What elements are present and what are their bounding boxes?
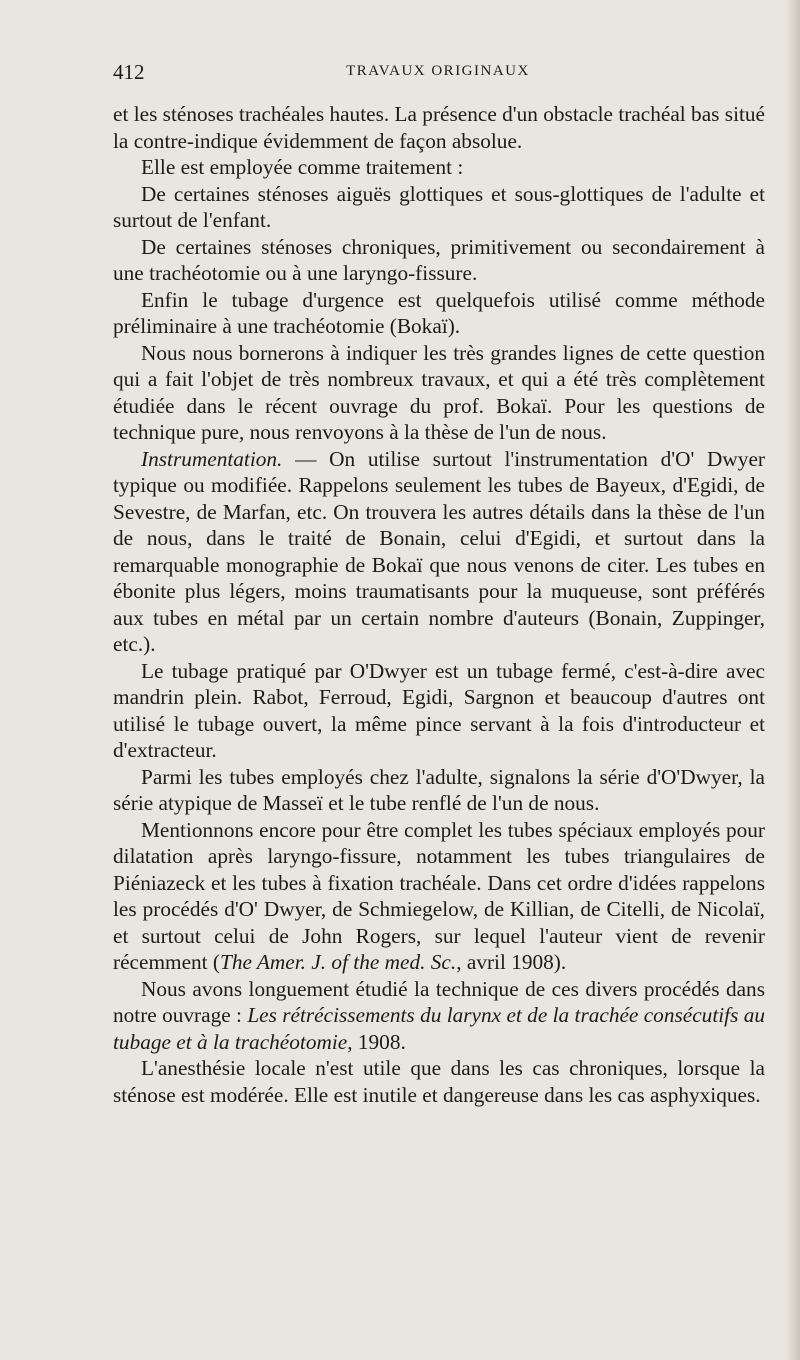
paragraph xyxy=(113,287,765,340)
text-segment: Nous avons longuement étudié la technique de ces divers procédés dans notre ouvrage : xyxy=(113,976,765,1027)
text-segment: De certaines sténoses chroniques, primitivement ou secondairement à une trachéotomie ou à une laryngo-fissure. xyxy=(113,234,765,285)
text-segment: L'anesthésie locale n'est utile que dans les cas chroniques, lorsque la sténose est modérée. Elle est inutile et dangereuse dans les cas asphyxiques. xyxy=(113,1056,765,1107)
text-segment: , avril 1908). xyxy=(456,950,567,974)
paragraph xyxy=(113,101,765,154)
paragraph xyxy=(113,658,765,764)
paragraph xyxy=(113,764,765,817)
paragraph xyxy=(113,817,765,976)
body-text xyxy=(113,101,765,1108)
text-segment: — On utilise surtout l'instrumentation d'O' Dwyer typique ou modifiée. Rappelons seulement les tubes de Bayeux, d'Egidi, de Sevestre, de Marfan, etc. On trouvera les autres détails dans la thèse de l'un de nous, dans le traité de Bonain, celui d'Egidi, et surtout dans la remarquable monographie de Bokaï que nous venons de citer. Les tubes en ébonite plus légers, moins traumatisants pour la muqueuse, sont préférés aux tubes en métal par un certain nombre d'auteurs (Bonain, Zuppinger, etc.). xyxy=(113,446,765,656)
running-title: TRAVAUX ORIGINAUX xyxy=(346,63,530,79)
text-segment: , 1908. xyxy=(347,1029,406,1054)
page-number: 412 xyxy=(113,60,145,84)
text-segment: Enfin le tubage d'urgence est quelquefois utilisé comme méthode préliminaire à une trachéotomie (Bokaï). xyxy=(113,287,765,338)
paragraph xyxy=(113,181,765,234)
paragraph xyxy=(113,976,765,1056)
page-edge xyxy=(786,0,800,1360)
running-header xyxy=(113,60,763,90)
paragraph xyxy=(113,154,765,181)
text-segment: et les sténoses trachéales hautes. La présence d'un obstacle trachéal bas situé la contre-indique évidemment de façon absolue. xyxy=(113,102,765,153)
text-segment: Mentionnons encore pour être complet les tubes spéciaux employés pour dilatation après laryngo-fissure, notamment les tubes triangulaires de Piéniazeck et les tubes à fixation trachéale. Dans cet ordre d'idées rappelons les procédés d'O' Dwyer, de Schmiegelow, de Killian, de Citelli, de Nicolaï, et surtout celui de John Rogers, sur lequel l'auteur vient de revenir récemment ( xyxy=(113,817,765,974)
italic-text: The Amer. J. of the med. Sc. xyxy=(220,950,457,974)
paragraph xyxy=(113,446,765,658)
paragraph xyxy=(113,340,765,446)
italic-text: Les rétrécissements du larynx et de la trachée consécutifs au tubage et à la trachéotomie xyxy=(113,1003,765,1054)
text-segment: Elle est employée comme traitement : xyxy=(141,155,464,179)
italic-text: Instrumentation. xyxy=(141,446,283,471)
paragraph xyxy=(113,234,765,287)
text-segment: Parmi les tubes employés chez l'adulte, signalons la série d'O'Dwyer, la série atypique de Masseï et le tube renflé de l'un de nous. xyxy=(113,764,765,815)
text-segment: De certaines sténoses aiguës glottiques et sous-glottiques de l'adulte et surtout de l'enfant. xyxy=(113,181,765,232)
text-segment: Le tubage pratiqué par O'Dwyer est un tubage fermé, c'est-à-dire avec mandrin plein. Rabot, Ferroud, Egidi, Sargnon et beaucoup d'autres ont utilisé le tubage ouvert, la même pince servant à la fois d'introducteur et d'extracteur. xyxy=(113,658,765,762)
text-segment: Nous nous bornerons à indiquer les très grandes lignes de cette question qui a fait l'objet de très nombreux travaux, et qui a été très complètement étudiée dans le récent ouvrage du prof. Bokaï. Pour les questions de technique pure, nous renvoyons à la thèse de l'un de nous. xyxy=(113,340,765,444)
paragraph xyxy=(113,1055,765,1108)
